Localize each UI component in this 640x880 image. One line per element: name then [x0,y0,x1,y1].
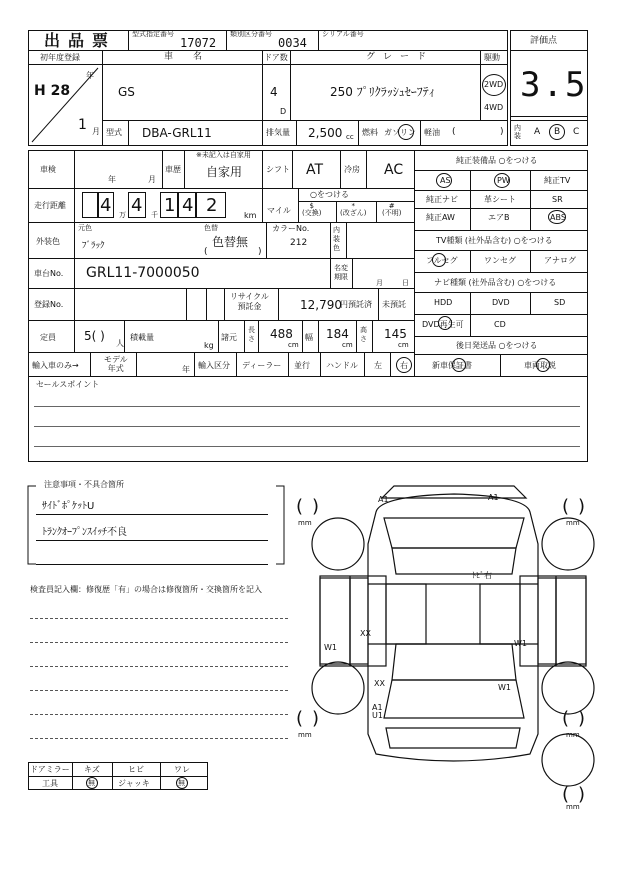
import-type-label: 輸入区分 [198,361,230,370]
mileage-d4: 4 [182,195,194,216]
displacement-value: 2,500 [308,126,343,140]
ac-value: AC [384,162,404,178]
interior-label: 内装 [514,124,521,140]
orig-color: ﾌﾞﾗｯｸ [82,241,105,251]
light-oil-label: 軽油 [424,128,440,137]
mm-label-5: mm [566,803,580,811]
load-label: 積載量 [130,333,154,342]
length-unit: cm [288,341,299,349]
tv-oneseg: ワンセグ [484,256,516,265]
navi-dvd-play: DVD再生可 [422,320,464,329]
mileage-d2: 4 [131,195,143,216]
length-value: 488 [270,327,293,341]
height-label: 高さ [360,326,367,343]
mark-right-w1: W1 [514,639,527,648]
caution-bracket [26,484,286,568]
width-value: 184 [326,327,349,341]
tools-door-mirror: ドアミラー [30,765,70,774]
model-value: DBA-GRL11 [142,126,212,140]
grade-value: 250 ﾌﾟﾘｸﾗｯｼｭｾｰﾌﾃｨ [330,85,435,99]
model-label: 型式 [106,128,122,137]
displacement-label: 排気量 [266,128,290,137]
mileage-unit: km [244,211,257,220]
ac-label: 冷房 [344,165,360,174]
doors-value: 4 [270,85,278,99]
reg-label: 登録No. [34,300,64,309]
score-label: 評価点 [530,36,558,46]
odo-tamper: * (改ざん) [340,202,367,217]
interior-color-label: 内装色 [333,226,340,252]
handle-left: 左 [374,361,382,370]
first-reg-month-unit: 月 [92,127,100,136]
car-name: GS [118,85,135,99]
shift-value: AT [306,162,324,178]
equip-sr: SR [552,195,563,204]
chassis-label: 車台No. [34,269,64,278]
len-label: 長さ [248,326,255,343]
recycle-done: 円預託済 [340,300,372,309]
later-warranty-circle [452,358,466,372]
color-no-label: カラーNo. [272,224,310,233]
mileage-d3: 1 [164,195,176,216]
navi-dvd: DVD [492,298,510,307]
mm-label-4: mm [566,731,580,739]
jack-val: 無 [178,779,185,787]
later-warranty: 新車保証書 [432,361,472,370]
tv-analog: アナログ [544,256,576,265]
form-title: 出品票 [44,31,117,50]
equip-airbag: エアB [488,213,510,222]
equip-leather: 革シート [484,195,516,204]
odo-exchange: $ (交換) [302,202,322,217]
score-value: 3.5 [520,65,588,105]
history-value: 自家用 [206,165,243,179]
equip-abs-circle [548,210,566,224]
drive-label: 駆動 [484,53,500,62]
model-year-unit: 年 [182,365,190,374]
inspection-label: 車検 [40,165,56,174]
mark-rear-right-w1: W1 [498,683,511,692]
drive-4wd: 4WD [484,103,504,112]
color-no: 212 [290,238,308,248]
mile-label: マイル [267,206,291,215]
displacement-unit: cc [346,133,354,141]
load-unit: kg [204,341,214,350]
recycle-value: 12,790 [300,298,342,312]
mileage-d1: 4 [100,195,112,216]
car-damage-diagram [290,484,630,814]
genuine-label: 純正装備品 ○をつける [456,156,538,165]
tools-val: 無 [88,779,95,787]
first-reg-year: H 28 [34,83,71,99]
tools-scratch: キズ [84,765,100,774]
mark-front-right: A1 [488,493,499,502]
name-change-label: 名変期限 [334,264,348,281]
tv-type-label: TV種類 (社外品含む) ○をつける [436,236,553,245]
first-reg-year-unit: 年 [86,71,94,80]
mark-rear-u1: U1 [372,711,383,720]
serial-label: シリアル番号 [322,30,364,38]
navi-sd: SD [554,298,566,307]
tv-fullseg-circle [432,253,446,267]
inspector-label: 検査員記入欄：修復歴「有」の場合は修復箇所・交換箇所を記入 [30,585,262,594]
mileage-sen: 千 [151,211,158,219]
color-label: 外装色 [36,237,60,246]
first-reg-month: 1 [78,117,87,133]
navi-hdd: HDD [434,298,453,307]
capacity-label: 定員 [40,333,56,342]
navi-dvd-play-circle [438,316,452,330]
mileage-d5: 2 [206,195,218,216]
history-note: ※未記入は自家用 [196,151,251,159]
fuel-label: 燃料 [362,128,378,137]
fuel-value: ガソリン [384,128,416,137]
parallel-option: 並行 [294,361,310,370]
odo-unknown: # (不明) [382,202,402,217]
equip-pw: PW [497,176,510,185]
height-value: 145 [384,327,407,341]
sales-points-label: セールスポイント [36,380,100,389]
caution-line-1: ｻｲﾄﾞﾎﾟｹｯﾄU [42,501,95,512]
orig-color-label: 元色 [78,224,92,232]
later-label: 後日発送品 ○をつける [456,341,538,350]
inspection-month: 月 [148,175,156,184]
inspection-year: 年 [108,175,116,184]
dims-label: 諸元 [221,333,237,342]
type-no: 17072 [180,36,217,50]
fuel-circle [398,124,414,140]
dealer-option: ディーラー [242,361,282,370]
grade-label: グレード [366,52,435,62]
width-unit: cm [342,341,353,349]
equip-as: AS [440,176,451,185]
tools-label: 工具 [42,779,58,788]
name-change-month: 月 [376,279,383,287]
jack-label: ジャッキ [118,779,150,788]
interior-a: A [534,127,541,137]
model-year-label: モデル 年式 [104,355,128,373]
equip-aw: 純正AW [426,213,455,222]
mileage-man: 万 [119,211,126,219]
recycle-label: リサイクル 預託金 [230,292,269,311]
equip-as-circle [436,173,452,188]
caution-line-2: ﾄﾗﾝｸｵｰﾌﾟﾝｽｲｯﾁ不良 [42,527,127,538]
class-no: 0034 [278,36,307,50]
mark-rear-a1: A1 [372,703,383,712]
capacity-unit: 人 [116,339,124,348]
mm-label-3: mm [298,731,312,739]
tv-fullseg: フルセグ [426,256,458,265]
width-label: 幅 [305,333,313,342]
later-manual-circle [536,358,550,372]
equip-pw-circle [494,173,510,188]
handle-right-circle [396,357,412,373]
shift-label: シフト [266,165,290,174]
mm-label-2: mm [566,519,580,527]
interior-b: B [554,127,561,137]
mileage-label: 走行距離 [34,201,66,210]
mark-front-left: A1 [378,495,389,504]
later-manual: 車両取説 [524,361,556,370]
color-change: 色替無 [212,235,249,249]
height-unit: cm [398,341,409,349]
handle-right: 右 [400,361,408,370]
doors-sub: D [280,107,287,116]
doors-label: ドア数 [264,53,288,62]
mm-label-1: mm [298,519,312,527]
navi-cd: CD [494,320,506,329]
chassis-value: GRL11-7000050 [86,265,200,281]
caution-label: 注意事項・不具合箇所 [44,480,124,489]
navi-type-label: ナビ種類 (社外品含む) ○をつける [434,278,557,287]
interior-c: C [573,127,580,137]
mark-left-w1: W1 [324,643,337,652]
mark-left-door: XX [360,629,371,638]
import-label: 輸入車のみ→ [32,361,79,370]
tools-break: ワレ [174,765,190,774]
color-change-label: 色替 [204,224,218,232]
type-no-label: 型式指定番号 [132,30,174,38]
odo-attach: ○をつける [310,190,349,199]
capacity-value: 5( ) [84,329,105,343]
equip-tv: 純正TV [544,176,571,185]
drive-2wd: 2WD [484,80,504,89]
class-no-label: 類別区分番号 [230,30,272,38]
car-name-label: 車名 [164,52,223,62]
tools-crack: ヒビ [128,765,144,774]
history-label: 車歴 [165,165,181,174]
handle-label: ハンドル [326,361,358,370]
equip-navi: 純正ナビ [426,195,458,204]
equip-abs: ABS [550,213,566,222]
recycle-not: 未預託 [382,300,406,309]
name-change-day: 日 [402,279,409,287]
first-reg-label: 初年度登録 [40,53,80,62]
mark-rear-left: XX [374,679,385,688]
mark-door-right: ﾄﾋﾞ右 [472,571,492,580]
